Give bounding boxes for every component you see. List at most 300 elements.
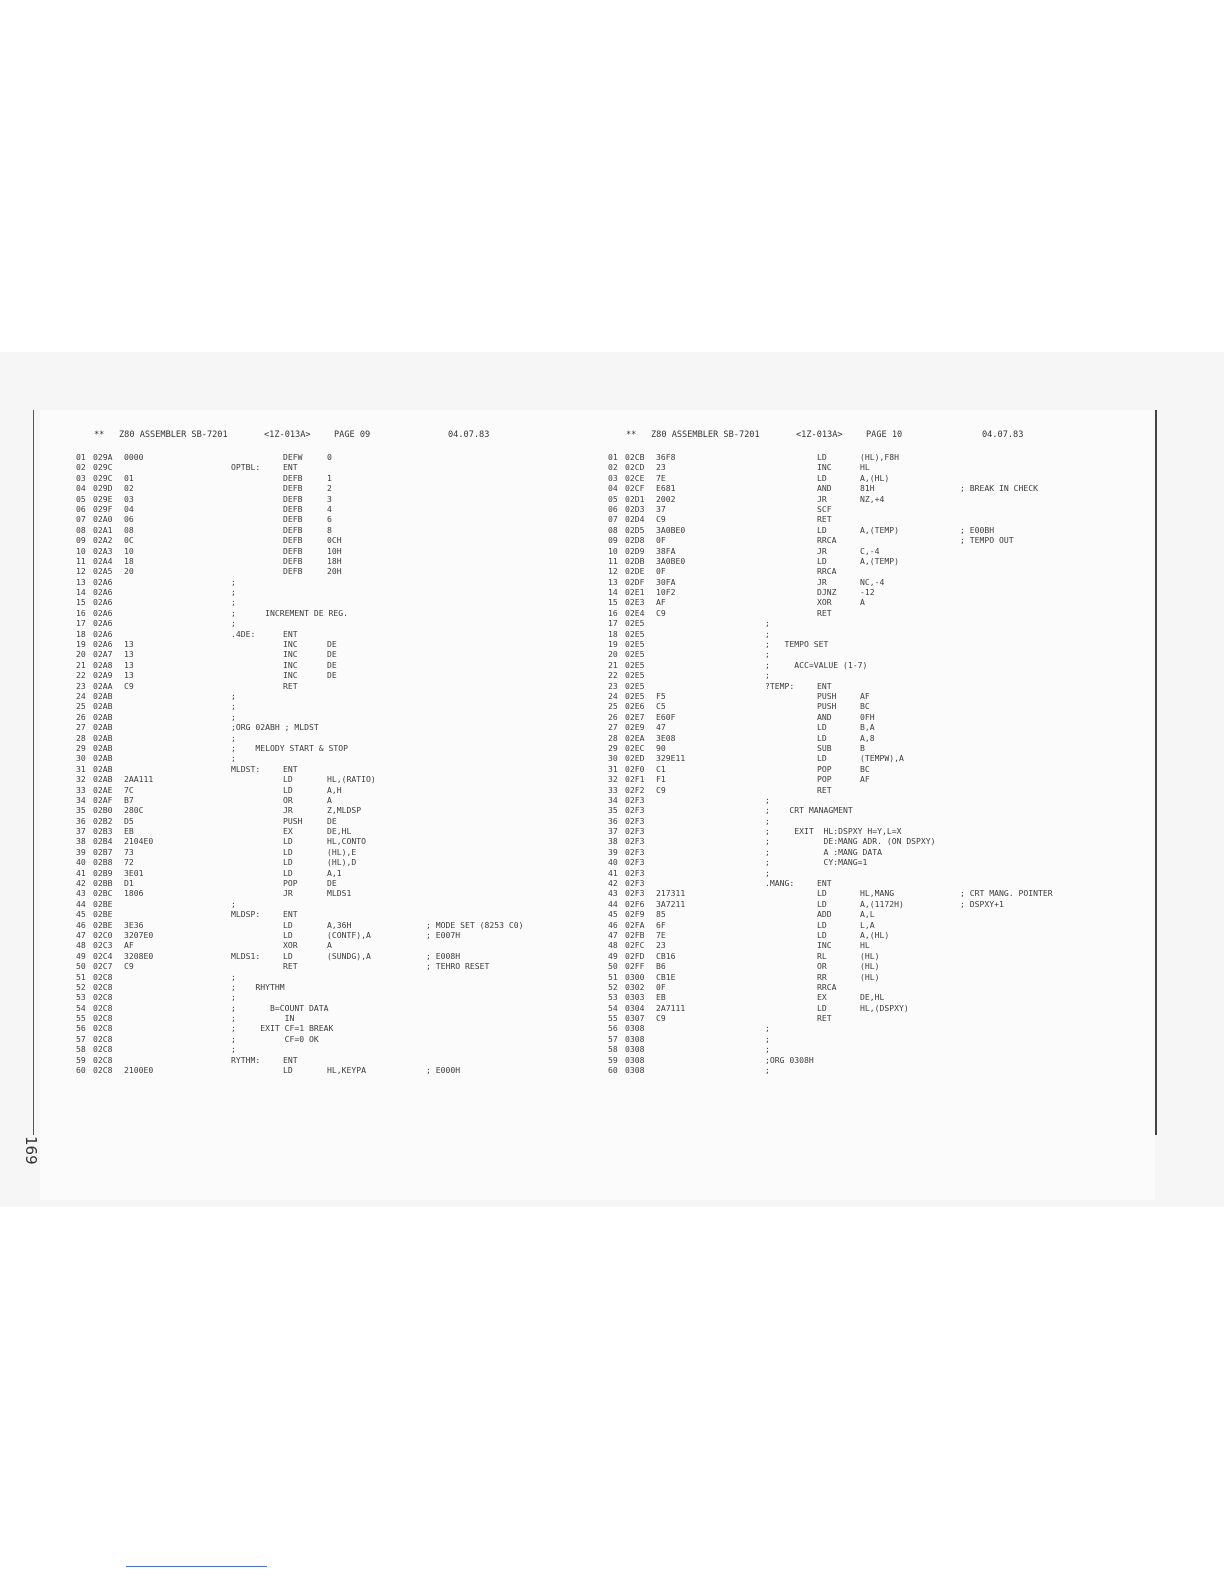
object-code: B7 [124,794,134,805]
mnemonic: RET [283,680,298,691]
operand: MLDS1 [327,888,352,899]
address: 02DB [625,555,645,566]
address: 02A6 [93,587,113,598]
address: 02C8 [93,1065,113,1076]
listing-row [76,1044,616,1054]
address: 02C8 [93,1013,113,1024]
label: .4DE: [231,628,256,639]
line-number: 30 [76,753,86,764]
address: 02F3 [625,794,645,805]
label: ; [231,597,236,608]
address: 02AB [93,722,113,733]
line-number: 07 [76,514,86,525]
listing-row [608,982,1148,992]
object-code: 0F [656,566,666,577]
line-number: 32 [608,774,618,785]
address: 02E5 [625,618,645,629]
label: ; IN [231,1013,295,1024]
left-margin-rule [33,410,34,1135]
line-number: 10 [76,545,86,556]
address: 02A6 [93,618,113,629]
label: ; [765,1065,770,1076]
object-code: B6 [656,961,666,972]
address: 02C8 [93,1033,113,1044]
address: 02C8 [93,971,113,982]
listing-row [608,805,1148,815]
object-code: 3A0BE0 [656,524,686,535]
listing-row [608,452,1148,462]
mnemonic: POP [283,878,298,889]
mnemonic: ENT [283,1054,298,1065]
mnemonic: PUSH [817,701,837,712]
label: MLDS1: [231,950,261,961]
line-number: 11 [76,555,86,566]
label: ; [231,992,236,1003]
mnemonic: LD [283,919,293,930]
assembler-listing-page-10 [608,430,1148,1075]
listing-rows [76,452,616,1075]
listing-row [608,629,1148,639]
line-number: 02 [608,462,618,473]
operand: BC [860,701,870,712]
listing-row [608,972,1148,982]
line-number: 31 [76,763,86,774]
line-number: 03 [608,472,618,483]
listing-row [608,660,1148,670]
line-number: 01 [608,452,618,462]
line-number: 51 [608,971,618,982]
object-code: C5 [656,701,666,712]
address: 02B2 [93,815,113,826]
operand: 2 [327,483,332,494]
line-number: 22 [76,670,86,681]
assembler-listing-page-09 [76,430,616,1075]
line-number: 13 [608,576,618,587]
listing-row [608,597,1148,607]
operand: (HL) [860,961,880,972]
address: 02A8 [93,659,113,670]
line-number: 25 [76,701,86,712]
mnemonic: INC [817,940,832,951]
label: ; B=COUNT DATA [231,1002,329,1013]
mnemonic: DEFB [283,472,303,483]
address: 02C8 [93,992,113,1003]
operand: HL,KEYPA [327,1065,366,1076]
label: ?TEMP: [765,680,795,691]
line-number: 44 [608,898,618,909]
object-code: 20 [124,566,134,577]
listing-row [76,1055,616,1065]
line-number: 59 [76,1054,86,1065]
mnemonic: JR [817,576,827,587]
listing-row [608,940,1148,950]
address: 02AB [93,711,113,722]
line-number: 14 [76,587,86,598]
operand: 6 [327,514,332,525]
label: OPTBL: [231,462,261,473]
object-code: 3A0BE0 [656,555,686,566]
address: 02C4 [93,950,113,961]
address: 02AB [93,742,113,753]
line-number: 41 [76,867,86,878]
address: 02D8 [625,535,645,546]
line-number: 30 [608,753,618,764]
object-code: E681 [656,483,676,494]
listing-row [608,992,1148,1002]
label: ; CF=0 OK [231,1033,319,1044]
listing-row [76,961,616,971]
listing-row [76,847,616,857]
listing-row [76,795,616,805]
object-code: 3E36 [124,919,144,930]
operand: (SUNDG),A [327,950,371,961]
object-code: F1 [656,774,666,785]
line-number: 39 [608,846,618,857]
listing-row [608,1044,1148,1054]
object-code: 6F [656,919,666,930]
object-code: D1 [124,878,134,889]
line-number: 20 [76,649,86,660]
listing-row [608,899,1148,909]
address: 02BC [93,888,113,899]
address: 0304 [625,1002,645,1013]
address: 02C8 [93,981,113,992]
address: 02E5 [625,628,645,639]
line-number: 52 [76,981,86,992]
listing-row [608,712,1148,722]
listing-row [608,795,1148,805]
listing-row [608,701,1148,711]
listing-row [76,1003,616,1013]
label: ; [765,794,770,805]
mnemonic: LD [817,524,827,535]
line-number: 26 [76,711,86,722]
listing-row [76,452,616,462]
line-number: 42 [76,878,86,889]
listing-row [76,774,616,784]
object-code: 08 [124,524,134,535]
listing-row [76,660,616,670]
object-code: C9 [656,607,666,618]
address: 02EA [625,732,645,743]
line-number: 17 [608,618,618,629]
mnemonic: LD [283,867,293,878]
object-code: 0000 [124,452,144,462]
listing-row [76,857,616,867]
listing-row [76,514,616,524]
object-code: 10F2 [656,587,676,598]
operand: (HL),E [327,846,357,857]
listing-row [608,847,1148,857]
object-code: C9 [124,680,134,691]
operand: A,(TEMP) [860,524,899,535]
object-code: CB16 [656,950,676,961]
object-code: 7E [656,472,666,483]
listing-row [76,878,616,888]
line-number: 37 [76,826,86,837]
operand: AF [860,774,870,785]
listing-row [76,930,616,940]
comment: ; E007H [426,929,461,940]
listing-row [608,525,1148,535]
line-number: 46 [76,919,86,930]
address: 02B8 [93,857,113,868]
object-code: F5 [656,690,666,701]
line-number: 50 [608,961,618,972]
address: 02E4 [625,607,645,618]
listing-row [76,816,616,826]
address: 02C3 [93,940,113,951]
address: 02FB [625,929,645,940]
listing-row [76,525,616,535]
object-code: 2A7111 [656,1002,686,1013]
line-number: 16 [76,607,86,618]
object-code: C1 [656,763,666,774]
listing-row [608,1013,1148,1023]
address: 02C8 [93,1054,113,1065]
listing-row [76,535,616,545]
address: 02C0 [93,929,113,940]
address: 02E5 [625,680,645,691]
line-number: 08 [76,524,86,535]
header-title: Z80 ASSEMBLER SB-7201 [651,430,760,440]
footnote-rule [126,1566,267,1567]
address: 02FA [625,919,645,930]
address: 02AE [93,784,113,795]
object-code: 0C [124,535,134,546]
listing-row [76,597,616,607]
listing-row [76,494,616,504]
label: ; RHYTHM [231,981,285,992]
operand: A,1 [327,867,342,878]
line-number: 24 [76,690,86,701]
mnemonic: LD [283,1065,293,1076]
mnemonic: ADD [817,909,832,920]
object-code: 18 [124,555,134,566]
mnemonic: RET [817,607,832,618]
address: 02A9 [93,670,113,681]
line-number: 60 [76,1065,86,1076]
line-number: 05 [76,493,86,504]
mnemonic: OR [283,794,293,805]
address: 02F3 [625,826,645,837]
operand: 8 [327,524,332,535]
listing-row [608,764,1148,774]
address: 02BE [93,919,113,930]
address: 02C8 [93,1002,113,1013]
operand: HL,(DSPXY) [860,1002,909,1013]
listing-row [608,514,1148,524]
comment: ; TEHRO RESET [426,961,490,972]
object-code: CB1E [656,971,676,982]
address: 02CD [625,462,645,473]
mnemonic: DEFB [283,555,303,566]
object-code: 36F8 [656,452,676,462]
address: 02AB [93,701,113,712]
address: 02AA [93,680,113,691]
mnemonic: DEFB [283,493,303,504]
object-code: 0F [656,981,666,992]
listing-row [76,785,616,795]
label: ; [765,618,770,629]
address: 029C [93,472,113,483]
listing-row [608,1023,1148,1033]
operand: 4 [327,503,332,514]
comment: ; CRT MANG. POINTER [960,888,1053,899]
address: 02D3 [625,503,645,514]
operand: DE [327,639,337,650]
line-number: 37 [608,826,618,837]
object-code: 04 [124,503,134,514]
object-code: 73 [124,846,134,857]
address: 02F3 [625,857,645,868]
operand: HL [860,940,870,951]
listing-row [608,733,1148,743]
comment: ; TEMPO OUT [960,535,1014,546]
operand: 0 [327,452,332,462]
listing-row [76,899,616,909]
mnemonic: AND [817,711,832,722]
object-code: 10 [124,545,134,556]
line-number: 17 [76,618,86,629]
mnemonic: DEFB [283,483,303,494]
mnemonic: INC [283,649,298,660]
address: 02F3 [625,815,645,826]
listing-row [608,577,1148,587]
address: 02B4 [93,836,113,847]
address: 02FC [625,940,645,951]
listing-row [608,462,1148,472]
operand: A,(TEMP) [860,555,899,566]
label: ; [231,732,236,743]
label: ; EXIT CF=1 BREAK [231,1023,334,1034]
object-code: 3A7211 [656,898,686,909]
listing-row [76,888,616,898]
address: 02EC [625,742,645,753]
listing-row [76,462,616,472]
object-code: 72 [124,857,134,868]
address: 02F9 [625,909,645,920]
label: ; EXIT HL:DSPXY H=Y,L=X [765,826,902,837]
mnemonic: LD [283,774,293,785]
address: 02F1 [625,774,645,785]
object-code: 06 [124,514,134,525]
listing-row [76,940,616,950]
mnemonic: PUSH [817,690,837,701]
object-code: 0F [656,535,666,546]
label: ; CY:MANG=1 [765,857,868,868]
listing-row [608,743,1148,753]
listing-row [76,649,616,659]
line-number: 12 [608,566,618,577]
line-number: 48 [608,940,618,951]
address: 02DF [625,576,645,587]
mnemonic: INC [283,670,298,681]
line-number: 22 [608,670,618,681]
listing-row [608,1003,1148,1013]
address: 02E5 [625,690,645,701]
label: ; ACC=VALUE (1-7) [765,659,868,670]
address: 02E9 [625,722,645,733]
listing-row [76,722,616,732]
line-number: 25 [608,701,618,712]
operand: AF [860,690,870,701]
address: 02F0 [625,763,645,774]
listing-row [608,618,1148,628]
label: ; [231,711,236,722]
address: 02B7 [93,846,113,857]
address: 02ED [625,753,645,764]
label: ; [231,690,236,701]
mnemonic: AND [817,483,832,494]
header-version: <1Z-013A> [264,430,311,440]
line-number: 52 [608,981,618,992]
mnemonic: RRCA [817,535,837,546]
listing-row [608,785,1148,795]
mnemonic: RL [817,950,827,961]
line-number: 27 [76,722,86,733]
listing-row [76,618,616,628]
mnemonic: LD [817,732,827,743]
listing-row [608,1055,1148,1065]
header-title: Z80 ASSEMBLER SB-7201 [119,430,228,440]
listing-header [76,430,616,444]
line-number: 04 [76,483,86,494]
mnemonic: RET [283,961,298,972]
address: 02A7 [93,649,113,660]
mnemonic: LD [817,555,827,566]
operand: DE [327,649,337,660]
listing-row [608,566,1148,576]
line-number: 51 [76,971,86,982]
listing-row [608,1065,1148,1075]
object-code: C9 [656,514,666,525]
mnemonic: RET [817,514,832,525]
address: 02F6 [625,898,645,909]
object-code: 280C [124,805,144,816]
comment: ; E008H [426,950,461,961]
object-code: C9 [656,784,666,795]
operand: NZ,+4 [860,493,885,504]
listing-row [76,691,616,701]
mnemonic: JR [283,888,293,899]
line-number: 39 [76,846,86,857]
address: 02FD [625,950,645,961]
mnemonic: RR [817,971,827,982]
operand: B [860,742,865,753]
line-number: 07 [608,514,618,525]
line-number: 18 [76,628,86,639]
page-number-container [22,1136,69,1165]
address: 02CB [625,452,645,462]
mnemonic: RET [817,784,832,795]
address: 02F3 [625,878,645,889]
listing-row [76,982,616,992]
listing-row [76,587,616,597]
object-code: 13 [124,670,134,681]
listing-row [76,566,616,576]
mnemonic: LD [283,784,293,795]
operand: BC [860,763,870,774]
line-number: 19 [608,639,618,650]
operand: NC,-4 [860,576,885,587]
listing-row [76,473,616,483]
address: 02F3 [625,805,645,816]
listing-row [76,712,616,722]
address: 02F3 [625,846,645,857]
address: 02E5 [625,649,645,660]
mnemonic: LD [817,722,827,733]
